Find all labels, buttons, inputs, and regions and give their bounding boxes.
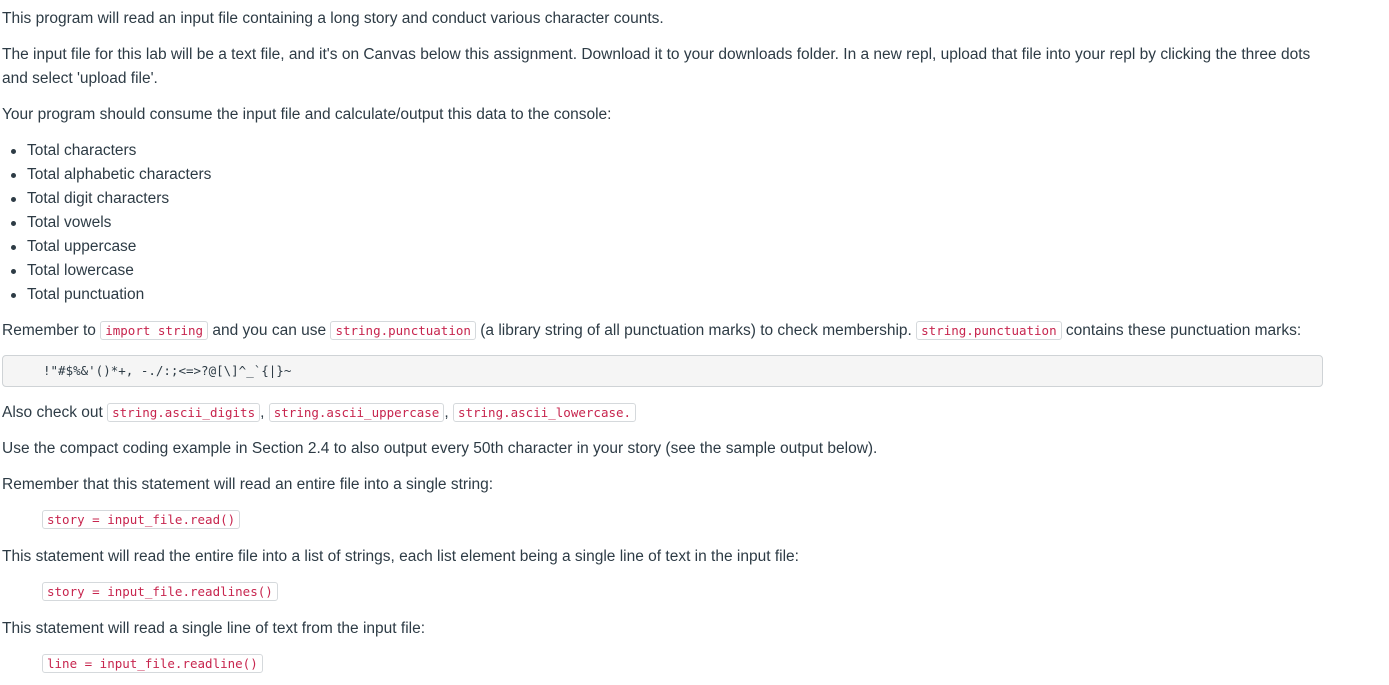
readlines-code-line [42, 582, 278, 602]
list-item: Total punctuation [27, 283, 211, 307]
readlines-code: story = input_file.readlines() [42, 582, 278, 601]
ascii-uppercase-code: string.ascii_uppercase [269, 403, 445, 422]
list-item: Total characters [27, 139, 211, 163]
readline-code-line [42, 654, 263, 674]
string-punctuation-code-2: string.punctuation [916, 321, 1061, 340]
list-item: Total vowels [27, 211, 211, 235]
list-item: Total lowercase [27, 259, 211, 283]
remember-prefix: Remember to [2, 322, 96, 339]
import-string-code: import string [100, 321, 208, 340]
count-list [2, 139, 211, 307]
read-entire-paragraph: Remember that this statement will read an entire file into a single string: [2, 476, 494, 493]
intro-paragraph: This program will read an input file containing a long story and conduct various character counts. [2, 10, 664, 27]
readlines-paragraph: This statement will read the entire file into a list of strings, each list element being a single line of text in the input file: [2, 548, 799, 565]
ascii-digits-code: string.ascii_digits [107, 403, 260, 422]
readline-code: line = input_file.readline() [42, 654, 263, 673]
readline-paragraph: This statement will read a single line of text from the input file: [2, 620, 426, 637]
remember-mid1: and you can use [212, 322, 327, 339]
compact-paragraph: Use the compact coding example in Section 2.4 to also output every 50th character in your story (see the sample output below). [2, 440, 878, 457]
list-item: Total alphabetic characters [27, 163, 211, 187]
list-item: Total digit characters [27, 187, 211, 211]
consume-paragraph: Your program should consume the input file and calculate/output this data to the console: [2, 106, 612, 123]
read-code-line [42, 510, 240, 530]
string-punctuation-code: string.punctuation [330, 321, 475, 340]
also-check-paragraph: Also check out string.ascii_digits , string.ascii_uppercase , string.ascii_lowercase. [2, 401, 636, 425]
input-file-paragraph: The input file for this lab will be a text file, and it's on Canvas below this assignment. Download it to your downloads folder. In a new repl, upload that file into your repl by clicking the three dots and select 'upload file'. [2, 46, 1311, 87]
punctuation-code-block: !"#$%&'()*+, -./:;<=>?@[\]^_`{|}~ [2, 355, 1323, 387]
list-item: Total uppercase [27, 235, 211, 259]
read-code: story = input_file.read() [42, 510, 240, 529]
ascii-lowercase-code: string.ascii_lowercase. [453, 403, 636, 422]
remember-paragraph [2, 319, 1301, 343]
remember-suffix: contains these punctuation marks: [1065, 322, 1302, 339]
also-check-label: Also check out [2, 404, 103, 421]
remember-mid2: (a library string of all punctuation marks) to check membership. [480, 322, 912, 339]
